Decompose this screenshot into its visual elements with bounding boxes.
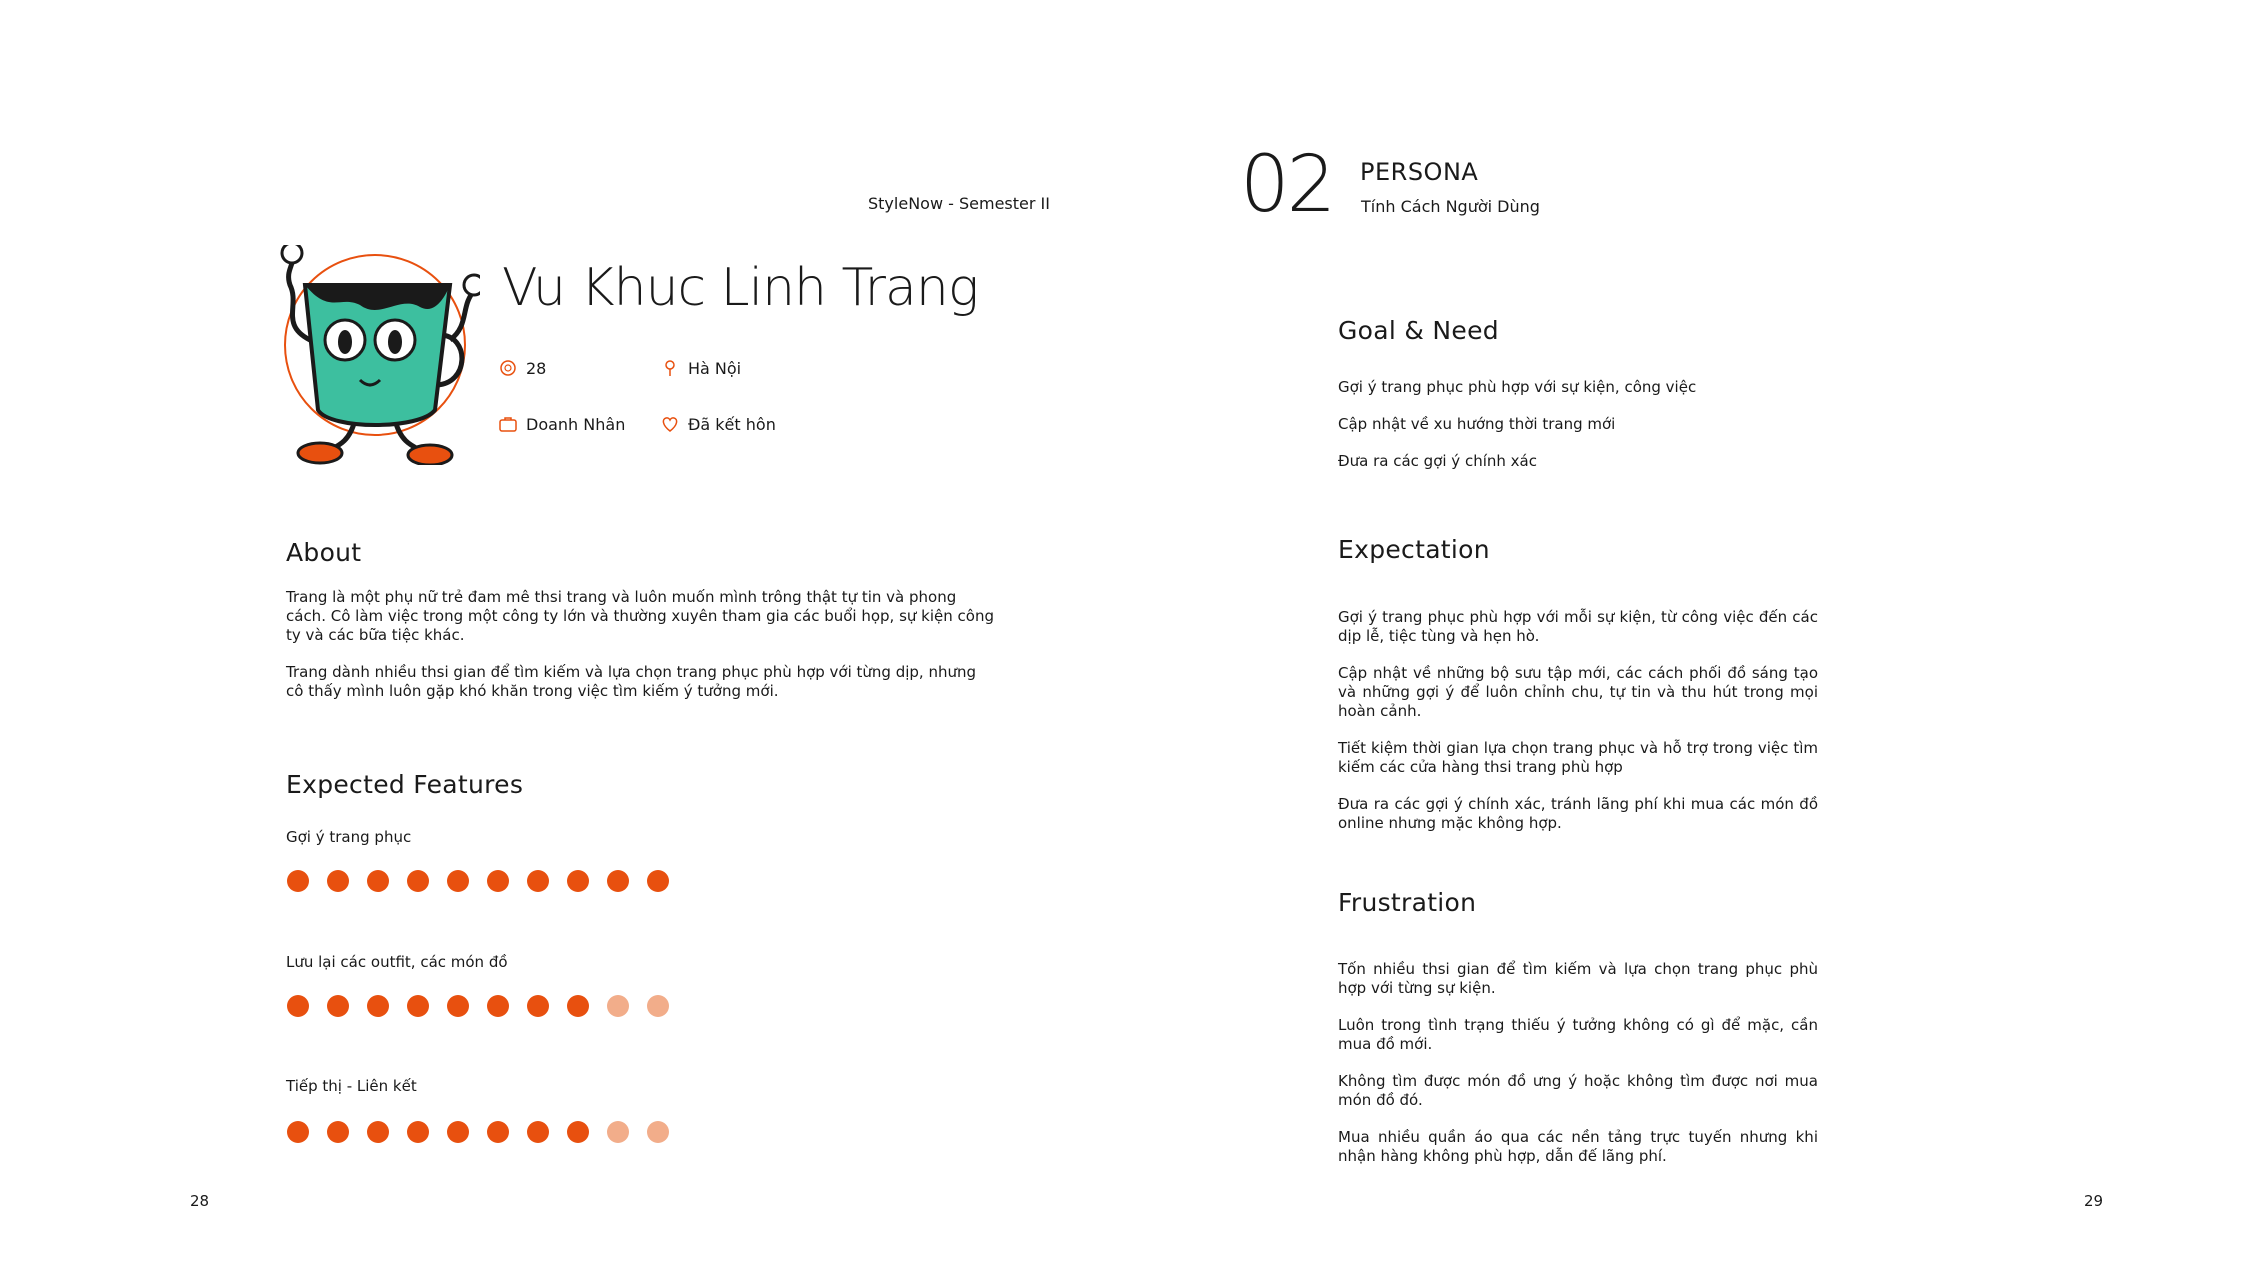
document-subtitle: StyleNow - Semester II <box>868 194 1050 213</box>
rating-dot <box>447 995 469 1017</box>
rating-dot <box>527 870 549 892</box>
rating-dot <box>287 1121 309 1143</box>
rating-dot <box>367 1121 389 1143</box>
rating-dot <box>287 870 309 892</box>
list-item: Tiết kiệm thời gian lựa chọn trang phục và hỗ trợ trong việc tìm kiếm các cửa hàng thsi trang phù hợp <box>1338 739 1818 776</box>
feature-rating <box>287 1121 669 1143</box>
status-value: Đã kết hôn <box>688 414 776 434</box>
list-item: Gợi ý trang phục phù hợp với mỗi sự kiện, từ công việc đến các dịp lễ, tiệc tùng và hẹn hò. <box>1338 608 1818 645</box>
list-item: Mua nhiều quần áo qua các nền tảng trực tuyến nhưng khi nhận hàng không phù hợp, dẫn đế lãng phí. <box>1338 1128 1818 1165</box>
goal-title: Goal & Need <box>1338 316 1499 345</box>
rating-dot <box>447 870 469 892</box>
rating-dot <box>367 870 389 892</box>
city-meta <box>660 358 741 378</box>
rating-dot <box>607 1121 629 1143</box>
rating-dot <box>647 995 669 1017</box>
list-item: Gợi ý trang phục phù hợp với sự kiện, công việc <box>1338 378 1697 396</box>
rating-dot <box>407 870 429 892</box>
rating-dot <box>647 1121 669 1143</box>
rating-dot <box>327 1121 349 1143</box>
feature-label: Gợi ý trang phục <box>286 828 412 846</box>
rating-dot <box>327 870 349 892</box>
about-paragraph: Trang dành nhiều thsi gian để tìm kiếm và lựa chọn trang phục phù hợp với từng dịp, nhưng cô thấy mình luôn gặp khó khăn trong việc tìm kiếm ý tưởng mới. <box>286 663 977 700</box>
heart-icon <box>660 414 680 434</box>
goal-list <box>1338 378 1858 489</box>
rating-dot <box>607 995 629 1017</box>
city-value: Hà Nội <box>688 358 742 378</box>
rating-dot <box>567 870 589 892</box>
rating-dot <box>567 995 589 1017</box>
section-subtitle: Tính Cách Người Dùng <box>1361 197 1540 216</box>
rating-dot <box>647 870 669 892</box>
persona-avatar <box>270 245 480 465</box>
list-item: Cập nhật về xu hướng thời trang mới <box>1338 415 1616 433</box>
about-title: About <box>286 538 362 567</box>
age-meta <box>498 358 546 378</box>
rating-dot <box>327 995 349 1017</box>
rating-dot <box>407 995 429 1017</box>
rating-dot <box>527 1121 549 1143</box>
feature-rating <box>287 995 669 1017</box>
pin-icon <box>660 358 680 378</box>
frustration-list <box>1338 960 1818 1184</box>
feature-rating <box>287 870 669 892</box>
feature-label: Tiếp thị - Liên kết <box>286 1077 417 1095</box>
list-item: Không tìm được món đồ ưng ý hoặc không tìm được nơi mua món đồ đó. <box>1338 1072 1818 1109</box>
section-title: PERSONA <box>1360 158 1479 186</box>
page-number-right: 29 <box>2084 1192 2104 1210</box>
rating-dot <box>607 870 629 892</box>
list-item: Đưa ra các gợi ý chính xác <box>1338 452 1537 470</box>
job-meta <box>498 414 625 434</box>
job-value: Doanh Nhân <box>526 414 626 434</box>
age-value: 28 <box>526 358 547 378</box>
rating-dot <box>487 1121 509 1143</box>
rating-dot <box>407 1121 429 1143</box>
expectation-title: Expectation <box>1338 535 1490 564</box>
list-item: Luôn trong tình trạng thiếu ý tưởng không có gì để mặc, cần mua đồ mới. <box>1338 1016 1818 1053</box>
page-number-left: 28 <box>190 1192 210 1210</box>
rating-dot <box>367 995 389 1017</box>
features-title: Expected Features <box>286 770 524 799</box>
medal-icon <box>498 358 518 378</box>
expectation-list <box>1338 608 1818 851</box>
briefcase-icon <box>498 414 518 434</box>
about-text <box>286 588 996 719</box>
persona-name: Vu Khuc Linh Trang <box>502 258 979 318</box>
section-number: 02 <box>1240 140 1334 230</box>
rating-dot <box>447 1121 469 1143</box>
status-meta <box>660 414 776 434</box>
list-item: Tốn nhiều thsi gian để tìm kiếm và lựa chọn trang phục phù hợp với từng sự kiện. <box>1338 960 1818 997</box>
feature-label: Lưu lại các outfit, các món đồ <box>286 953 508 971</box>
rating-dot <box>487 995 509 1017</box>
rating-dot <box>567 1121 589 1143</box>
list-item: Cập nhật về những bộ sưu tập mới, các cách phối đồ sáng tạo và những gợi ý để luôn chỉnh chu, tự tin và thu hút trong mọi hoàn cảnh. <box>1338 664 1818 720</box>
coffee-cup-mascot-icon <box>270 245 480 465</box>
rating-dot <box>287 995 309 1017</box>
frustration-title: Frustration <box>1338 888 1477 917</box>
rating-dot <box>487 870 509 892</box>
list-item: Đưa ra các gợi ý chính xác, tránh lãng phí khi mua các món đồ online nhưng mặc không hợp. <box>1338 795 1818 832</box>
rating-dot <box>527 995 549 1017</box>
about-paragraph: Trang là một phụ nữ trẻ đam mê thsi trang và luôn muốn mình trông thật tự tin và phong cách. Cô làm việc trong một công ty lớn và thường xuyên tham gia các buổi họp, sự kiện công ty và các bữa tiệc khác. <box>286 588 994 644</box>
